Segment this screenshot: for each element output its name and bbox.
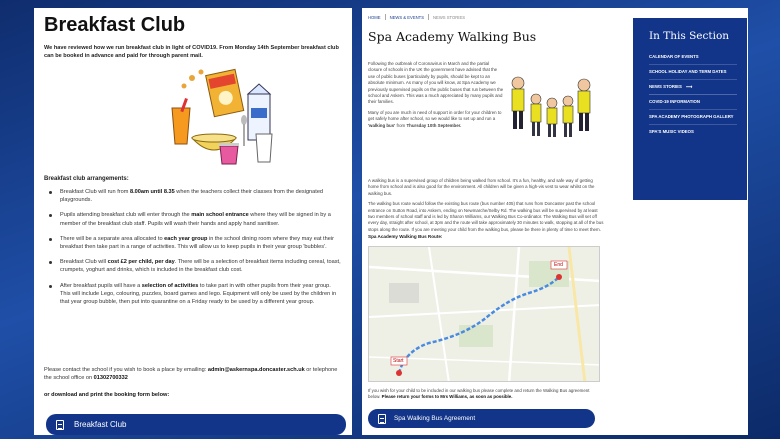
download-note: or download and print the booking form below: [44, 392, 170, 398]
document-icon [378, 414, 386, 424]
breakfast-club-button-label: Breakfast Club [74, 420, 127, 429]
walking-bus-para-3: The walking bus route would follow the existing bus route (bus number 405) that runs from Doncaster past the school entrance on Sutton Road, into Askern, ending on Newmarche/Selby Rd. The walking bus will be supervised by at least two members of school staff and is led by Sharon Williams, our Walking Bus Co-ordinator. The Walking Bus will set off every day, straight after school, at 3pm and the route will take approximately 30 minutes to walk, stopping at all of the bus stops along the route. If you are meeting your child from the walking bus, please be there in plenty of time to meet them. [368, 201, 604, 232]
arrangements-heading: Breakfast club arrangements: [44, 176, 129, 182]
arrangement-item: Breakfast Club will run from 8.00am until 8.35 when the teachers collect their classes from the designated playgrounds. [44, 188, 342, 204]
breakfast-club-intro: We have reviewed how we run breakfast club in light of COVID19. From Monday 14th September breakfast club can be booked in advance and paid for through parent mail. [44, 45, 339, 59]
map-end-label: End [554, 262, 563, 268]
contact-phone: 01302700332 [93, 375, 128, 381]
breakfast-club-title: Breakfast Club [44, 14, 186, 36]
walking-bus-para-1: Following the outbreak of Coronavirus in March and the partial closure of schools in the UK the government have advised that the use of public buses (particularly by pupils, should be kept to an absolute minimum. As many of you will know, at Spa Academy we previously supervised pupils on the public buses that run between the school and Askern. This was a much appreciated by many pupils and their families. [368, 61, 504, 105]
in-this-section-sidebar [633, 18, 747, 200]
route-label: Spa Academy Walking Bus Route: [368, 234, 443, 239]
breadcrumb-home[interactable]: HOME [368, 14, 381, 20]
breakfast-club-panel [34, 8, 352, 435]
breadcrumb-news-events[interactable]: NEWS & EVENTS [389, 14, 424, 20]
document-icon [56, 420, 64, 430]
walking-bus-details [368, 178, 604, 233]
arrangement-item: There will be a separate area allocated to each year group in the school dining room where they may eat their breakfast then take part in a range of activities. This will allow us to keep pupils in their year group 'bubbles'. [44, 235, 342, 251]
walking-bus-button-label: Spa Walking Bus Agreement [394, 415, 476, 422]
breakfast-club-download-button[interactable] [46, 414, 346, 435]
sidebar-item-school-holiday-term-dates[interactable]: SCHOOL HOLIDAY AND TERM DATES [649, 65, 737, 80]
walking-children-illustration [504, 63, 598, 153]
arrangement-item: Breakfast Club will cost £2 per child, per day. There will be a selection of breakfast items including cereal, toast, crumpets, yoghurt and drinks, which is included in the breakfast club cost. [44, 258, 342, 274]
sidebar-item-calendar-of-events[interactable]: CALENDAR OF EVENTS [649, 50, 737, 65]
walking-bus-panel [362, 8, 748, 435]
contact-info: Please contact the school if you wish to book a place by emailing: admin@askernspa.doncaster.sch.uk or telephone the school office on 01302700332 [44, 367, 338, 381]
walking-bus-title: Spa Academy Walking Bus [368, 29, 537, 44]
sidebar-item-news-stories[interactable]: NEWS STORIES ⟶ [649, 80, 737, 95]
walking-bus-agreement-button[interactable] [368, 409, 595, 428]
arrangement-item: After breakfast pupils will have a selection of activities to take part in with other pupils from their year group. This will include Lego, colouring, puzzles, board games and lego. Equipment will only be used by the children in that year group bubble, then put into quarantine on a Friday ready to be used by a different year group. [44, 282, 342, 307]
agreement-note: If you wish for your child to be included in our walking bus please complete and return the Walking Bus agreement below. Please return your forms to Mrs Williams, as soon as possible. [368, 388, 590, 400]
sidebar-item-covid-19-information[interactable]: COVID-19 INFORMATION [649, 95, 737, 110]
walking-bus-intro [368, 61, 504, 133]
arrow-right-icon: ⟶ [685, 84, 693, 89]
walking-bus-route-map[interactable] [368, 246, 600, 382]
contact-email-link[interactable]: admin@askernspa.doncaster.sch.uk [207, 367, 305, 373]
sidebar-title: In This Section [649, 30, 730, 42]
walking-bus-para-2-cont: A walking bus is a supervised group of children being walked from school. It's a fun, healthy, and safe way of getting home from school and is also good for the environment. All children will be given a high-vis vest to wear whilst on the walking bus. [368, 178, 595, 196]
walking-bus-para-2: Many of you are much in need of support in order for your children to get safely home after school, so we would like to set up and run a 'walking bus' from Thursday 10th September. [368, 109, 502, 128]
arrangements-list [44, 188, 342, 313]
breakfast-food-illustration [156, 64, 284, 168]
breadcrumb-news-stories: NEWS STORIES [433, 14, 466, 20]
arrangement-item: Pupils attending breakfast club will enter through the main school entrance where they will be signed in by a member of the breakfast club staff. Pupils will wash their hands and apply hand sanitiser. [44, 211, 342, 227]
sidebar-item-music-videos[interactable]: SPA'S MUSIC VIDEOS [649, 129, 694, 134]
sidebar-item-photograph-gallery[interactable]: SPA ACADEMY PHOTOGRAPH GALLERY [649, 110, 737, 125]
map-start-label: Start [393, 358, 404, 364]
